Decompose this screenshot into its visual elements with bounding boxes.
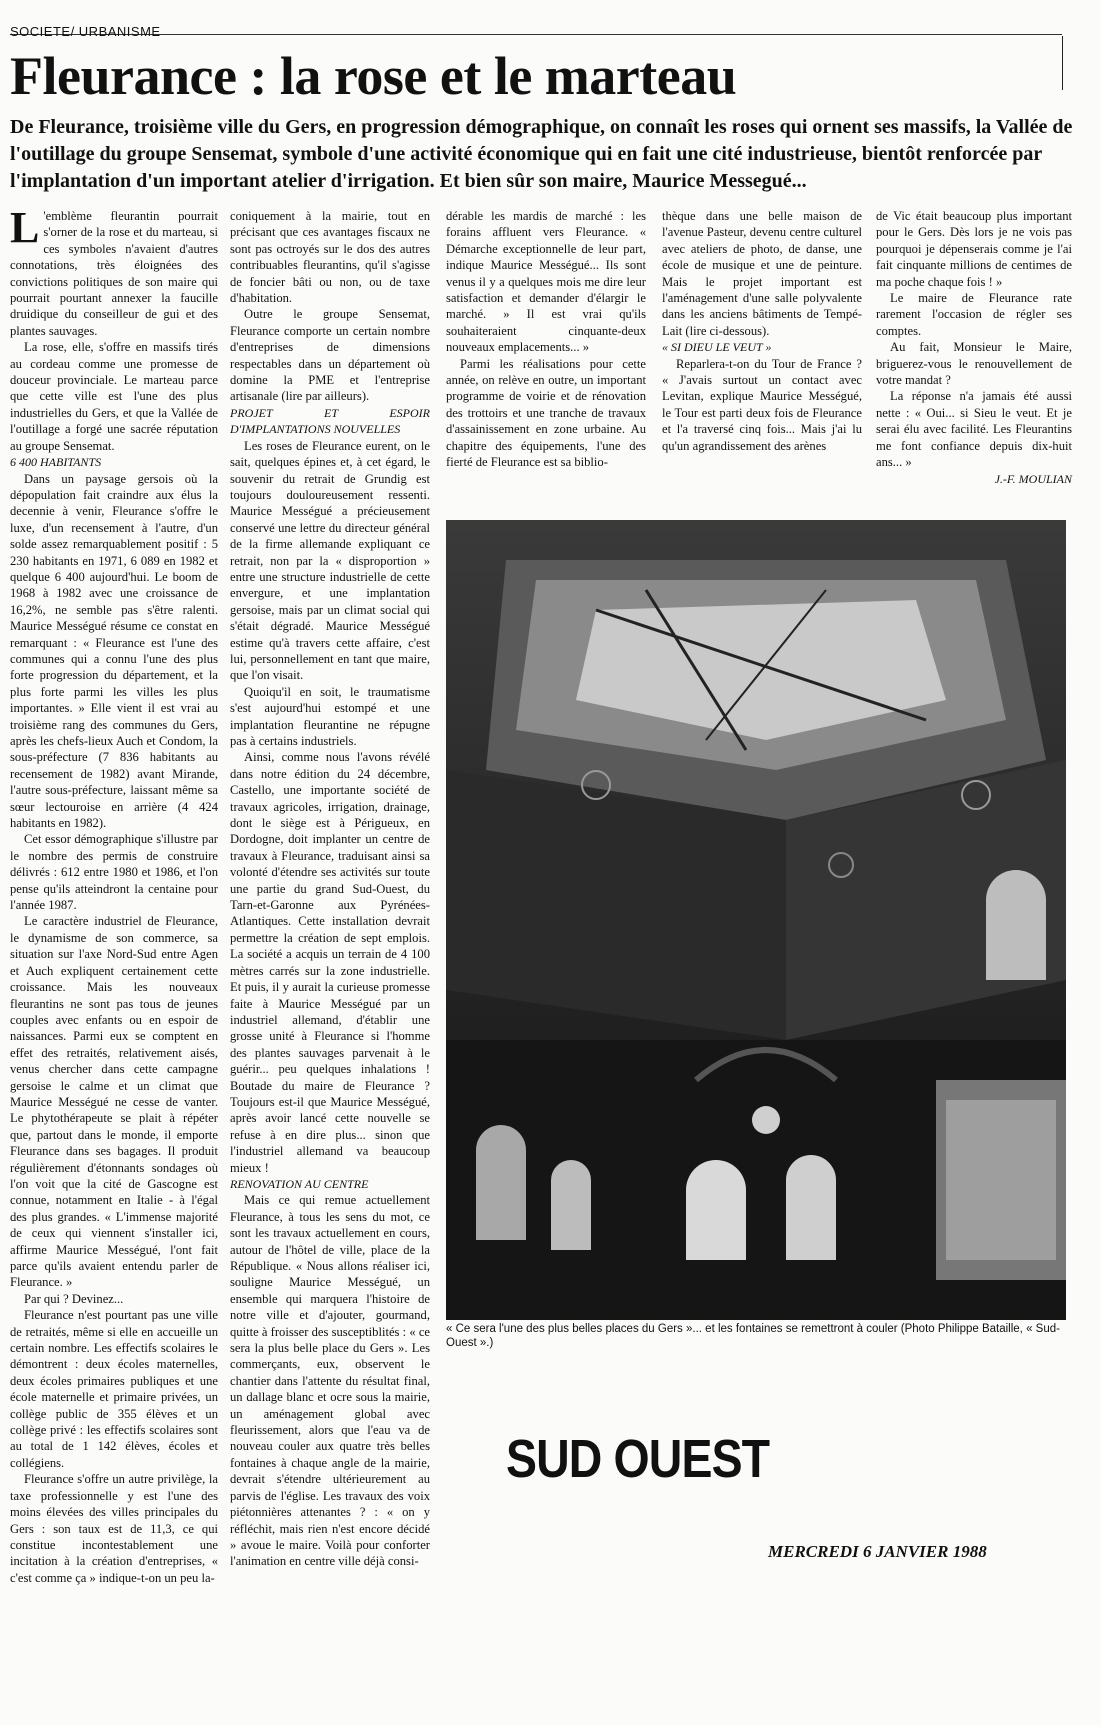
subheading: « SI DIEU LE VEUT » [662, 340, 772, 355]
header-rule [10, 34, 1062, 35]
paragraph: Quoiqu'il en soit, le traumatisme s'est aujourd'hui estompé et une implantation fleurantine ne répugne pas à certains industriels. [230, 684, 430, 748]
title-rule [1062, 36, 1063, 90]
photo-caption: « Ce sera l'une des plus belles places du Gers »... et les fontaines se remettront à couler (Photo Philippe Bataille, « Sud-Ouest ».) [446, 1323, 1060, 1349]
subheading: 6 400 HABITANTS [10, 455, 102, 470]
paragraph: Cet essor démographique s'illustre par le nombre des permis de construire délivrés : 612 entre 1980 et 1986, et l'on pense qu'ils atteindront la centaine pour l'année 1987. [10, 832, 218, 913]
column-5 [876, 208, 1072, 487]
section-rubric: SOCIETE/ URBANISME [10, 24, 161, 39]
article-title: Fleurance : la rose et le marteau [10, 46, 737, 106]
paragraph: thèque dans une belle maison de l'avenue Pasteur, devenu centre culturel avec ateliers de photo, de danse, une école de musique et une de peinture. Mais le projet important est l'aménagement d'une salle polyvalente dans les anciens bâtiments de Tempé-Lait (lire ci-dessous). [662, 209, 862, 338]
paragraph: Ainsi, comme nous l'avons révélé dans notre édition du 24 décembre, Castello, une importante société de travaux agricoles, irrigation, drainage, dont le siège est à Périgueux, en Dordogne, doit implanter un centre de travaux à Fleurance, traduisant ainsi sa volonté d'étendre ses activités sur toute une partie du grand Sud-Ouest, du Tarn-et-Garonne aux Pyrénées-Atlantiques. Cette installation devrait permettre la création de sept emplois. La société a acquis un terrain de 4 100 mètres carrés sur la zone industrielle. Et puis, il y aurait la curieuse promesse faite à Maurice Mességué par un industriel allemand, d'établir une grosse unité à Fleurance si l'homme des plantes sauvages parvenait à le guérir... peu quelques inhalations ! Boutade du maire de Fleurance ? Toujours est-il que Maurice Mességué, après avoir lancé cette nouvelle se refuse à en dire plus... sinon que l'industriel allemand va beaucoup mieux ! [230, 750, 430, 1175]
article-lead: De Fleurance, troisième ville du Gers, en progression démographique, on connaît les roses qui ornent ses massifs, la Vallée de l'outillage du groupe Sensemat, symbole d'une activité économique qui en fait une cité industrieuse, bientôt renforcée par l'implantation d'un important atelier d'irrigation. Et bien sûr son maire, Maurice Messegué... [10, 116, 1073, 192]
paragraph: Par qui ? Devinez... [24, 1291, 124, 1306]
column-4 [662, 208, 862, 454]
column-2 [230, 208, 430, 1570]
paragraph: Reparlera-t-on du Tour de France ? « J'avais surtout un contact avec Levitan, explique Maurice Mességué, le Tour est parti deux fois de Fleurance et l'a traversé cinq fois... Mais j'ai lu qu'un agrandissement des arènes [662, 356, 862, 453]
paragraph: Parmi les réalisations pour cette année, on relève en outre, un important programme de voirie et de rénovation des trottoirs et une tranche de travaux d'assainissement en zone urbaine. Au chapitre des équipements, l'une des fierté de Fleurance est sa biblio- [446, 356, 646, 470]
paragraph: coniquement à la mairie, tout en précisant que ces avantages fiscaux ne sont pas octroyés sur le dos des autres contribuables fleurantins, qu'il s'agisse de foncier bâti ou non, ou de taxe d'habitation. [230, 209, 430, 306]
paragraph: Le caractère industriel de Fleurance, le dynamisme de son commerce, sa situation sur l'axe Nord-Sud entre Agen et Auch expliquent certainement cette croissance. Mais les nouveaux fleurantins ne sont pas tous de jeunes couples avec enfants ou en espoir de naissances. Parmi eux se comptent en effet des retraités, relativement aisés, venus chercher dans cette campagne gersoise le calme et un climat que Maurice Mességué ne cesse de vanter. Le phytothérapeute se plait à répéter que, partout dans le monde, il emporte Fleurance dans ses bagages. Il produit régulièrement d'étonnants sondages où l'on voit que la cité de Gascogne est connue, notamment en Italie - à l'égal des plus grandes. « L'immense majorité de ceux qui viennent s'installer ici, affirme Maurice Mességué, l'ont fait parce qu'ils avaient entendu parler de Fleurance. » [10, 914, 218, 1290]
paragraph: Outre le groupe Sensemat, Fleurance comporte un certain nombre d'entreprises de dimensions respectables dans un département où domine la PME et l'entreprise artisanale (lire par ailleurs). [230, 307, 430, 404]
paragraph: Les roses de Fleurance eurent, on le sait, quelques épines et, à cet égard, le souvenir du retrait de Grundig est toujours douloureusement ressenti. Maurice Mességué a précieusement conservé une lettre du directeur général de la firme allemande expliquant ce retrait, non par la « disproportion » entre une structure industrielle de cette envergure, et une implantation gersoise, mais par un climat social qui s'était dégradé. Maurice Mességué estime qu'à travers cette affaire, c'est lui, personnellement en tant que maire, que l'on visait. [230, 438, 430, 683]
paragraph: L 'emblème fleurantin pourrait s'orner de la rose et du marteau, si ces symboles n'avaient d'autres connotations, très éloignées des convictions politiques de son maire qui pourrait pourtant annexer la faucille druidique du conseilleur de gui et des plantes sauvages. [10, 203, 218, 338]
photo-illustration [446, 520, 1066, 1320]
paragraph: de Vic était beaucoup plus important pour le Gers. Dès lors je ne vois pas pourquoi je dépenserais comme je l'ai fait cinquante millions de centimes de ma poche chaque fois ! » [876, 209, 1072, 289]
paragraph: Fleurance s'offre un autre privilège, la taxe professionnelle y est l'une des moins élevées des villes principales du Gers : son taux est de 11,3, ce qui constitue incontestablement une incitation à la création d'entreprises, « c'est comme ça » indique-t-on un peu la- [10, 1472, 218, 1585]
paragraph: La rose, elle, s'offre en massifs tirés au cordeau comme une promesse de douceur provinciale. Le marteau parce que cette ville est l'une des plus industrielles du Gers, et que la Vallée de l'outillage a forgé une sacrée réputation au groupe Sensemat. [10, 340, 218, 453]
paragraph: Dans un paysage gersois où la dépopulation fait craindre aux élus la decennie à venir, Fleurance s'offre le luxe, d'un recensement à l'autre, d'un solde assez remarquablement positif : 5 230 habitants en 1971, 6 089 en 1982 et quelque 6 400 aujourd'hui. Le boom de 1968 à 1982 avec une croissance de 16,2%, ne semble pas s'être ralenti. Maurice Mességué résume ce constat en remarquant : « Fleurance est l'une des communes qui a connu l'une des plus forte progression du département, et la plus forte parmi les villes les plus importantes. » Elle vient il est vrai au troisième rang des communes du Gers, après les chefs-lieux Auch et Condom, la sous-préfecture (7 836 habitants au recensement de 1982) avant Mirande, l'autre sous-préfecture, laissant même sa sœur lectouroise en arrière (4 424 habitants en 1982). [10, 471, 218, 831]
paragraph: Le maire de Fleurance rate rarement l'occasion de régler ses comptes. [876, 291, 1072, 338]
paragraph: La réponse n'a jamais été aussi nette : « Oui... si Sieu le veut. Et je serai élu avec facilité. Les Fleurantins me font confiance depuis dix-huit ans... » [876, 389, 1072, 470]
paragraph: Au fait, Monsieur le Maire, briguerez-vous le renouvellement de votre mandat ? [876, 340, 1072, 388]
sud-ouest-logo: SUD OUEST [506, 1429, 770, 1489]
paragraph: dérable les mardis de marché : les forains affluent vers Fleurance. « Démarche exceptionnelle de leur part, indique Maurice Mességué... Ils sont venus il y a quelques mois me dire leur satisfaction et demander d'élargir le marché. » Il est vrai qu'ils souhaiteraient cinquante-deux nouveaux emplacements... » [446, 209, 646, 355]
column-1 [10, 203, 218, 1586]
author-byline: J.-F. MOULIAN [994, 471, 1072, 486]
subheading: PROJET ET ESPOIR D'IMPLANTATIONS NOUVELLES [230, 405, 430, 437]
paragraph: Fleurance n'est pourtant pas une ville de retraités, même si elle en accueille un certain nombre. Les effectifs scolaires le démontrent : deux écoles maternelles, deux écoles primaires publiques et une école maternelle et primaire privées, un collège public de 355 élèves et un collège privé : les effectifs scolaires sont au total de 1 142 élèves, écoles et collégiens. [10, 1308, 218, 1470]
column-3 [446, 208, 646, 471]
publication-date: MERCREDI 6 JANVIER 1988 [768, 1542, 987, 1561]
subheading: RENOVATION AU CENTRE [230, 1176, 369, 1191]
paragraph: Mais ce qui remue actuellement Fleurance, à tous les sens du mot, ce sont les travaux actuellement en cours, autour de l'hôtel de ville, place de la République. « Nous allons réaliser ici, souligne Maurice Mességué, un ensemble qui marquera l'histoire de notre ville et d'ajouter, gourmand, quitte à froisser des susceptiblités : « ce sera la plus belle place du Gers ». Les commerçants, eux, observent le chantier dans l'attente du résultat final, un dallage blanc et ocre sous la mairie, un aménagement global avec fleurissement, alors que l'eau va de nouveau couler aux quatre très belles fontaines à chaque angle de la mairie, devrait s'étendre ultérieurement au parvis de l'église. Les travaux des voix piétonnières attenantes ? : « on y réfléchit, mais rien n'est encore décidé » avoue le maire. Voilà pour conforter l'animation en centre ville déjà consi- [230, 1193, 430, 1569]
drop-cap: L [10, 203, 40, 252]
town-hall-interior-photo [446, 520, 1066, 1320]
